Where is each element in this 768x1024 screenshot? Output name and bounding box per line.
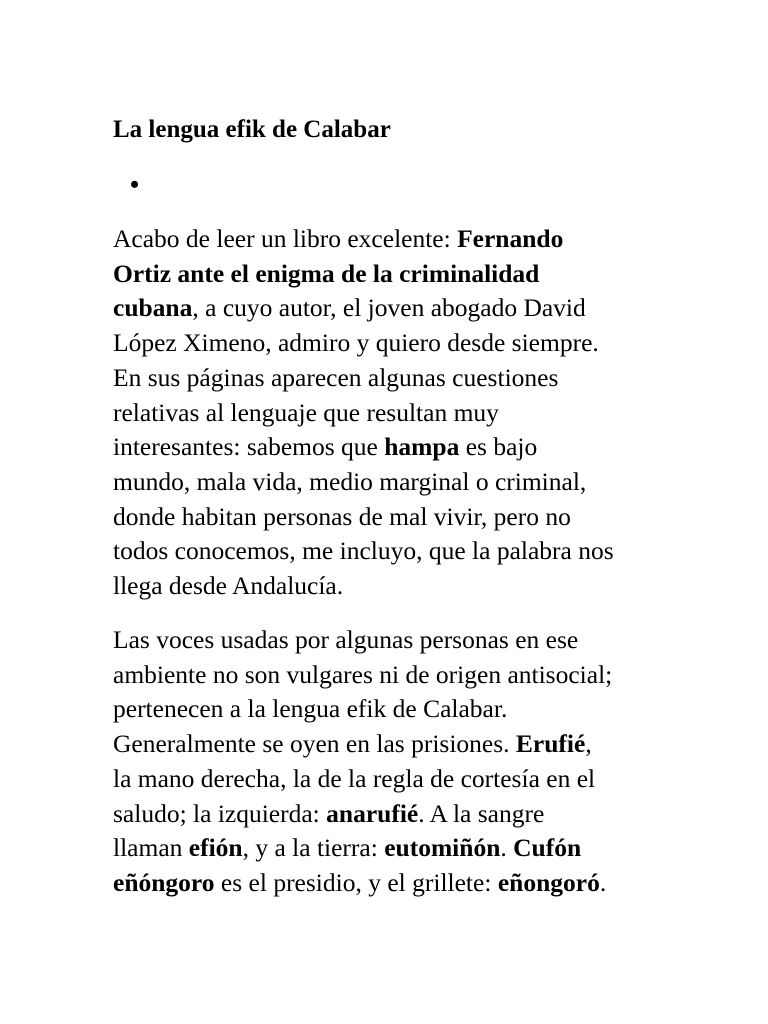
text-line: todos conocemos, me incluyo, que la palabra nos [113, 536, 614, 566]
text-line: En sus páginas aparecen algunas cuestiones [113, 362, 559, 392]
text-run: Generalmente se oyen en las prisiones. [113, 729, 516, 759]
bold-term: eñongoró [497, 867, 600, 897]
text-line: la mano derecha, la de la regla de cortesía en el [113, 763, 596, 793]
paragraph-1 [113, 222, 673, 604]
text-run: es el presidio, y el grillete: [214, 867, 498, 897]
text-line: Las voces usadas por algunas personas en ese [113, 625, 579, 654]
text-line [113, 257, 673, 292]
text-run: , [585, 729, 592, 759]
text-line: donde habitan personas de mal vivir, pero no [113, 501, 571, 531]
text-run: . A la sangre [418, 798, 545, 828]
text-line: mundo, mala vida, medio marginal o criminal, [113, 466, 587, 496]
text-line [113, 727, 673, 762]
text-run: es bajo [459, 432, 538, 462]
text-run: Acabo de leer un libro excelente: [113, 224, 458, 253]
text-run: interesantes: sabemos que [113, 432, 385, 462]
text-line: pertenecen a la lengua efik de Calabar. [113, 694, 508, 724]
text-line [113, 430, 673, 465]
text-line [113, 291, 673, 326]
bullet-marker: • [130, 170, 140, 199]
text-run: . [500, 833, 514, 863]
paragraph-2 [113, 623, 673, 901]
bold-term: anarufié [326, 798, 419, 828]
bold-term: efión [188, 833, 243, 863]
text-line [113, 866, 673, 901]
bold-term: eutomiñón [384, 833, 501, 863]
text-line: llega desde Andalucía. [113, 571, 344, 601]
text-run: , y a la tierra: [242, 833, 385, 863]
text-line: López Ximeno, admiro y quiero desde siempre. [113, 328, 599, 358]
text-line [113, 831, 673, 866]
bold-term: hampa [384, 432, 460, 462]
text-run: saludo; la izquierda: [113, 798, 327, 828]
bold-term: Fernando [457, 224, 564, 253]
bold-term: Erufié [515, 729, 586, 759]
text-run: llaman [113, 833, 189, 863]
text-line [113, 222, 673, 257]
bold-term: eñóngoro [113, 867, 215, 897]
text-run: , a cuyo autor, el joven abogado David [192, 293, 586, 323]
text-line: relativas al lenguaje que resultan muy [113, 397, 499, 427]
text-line: ambiente no son vulgares ni de origen antisocial; [113, 659, 613, 689]
bold-term: Cufón [513, 833, 582, 863]
text-line [113, 797, 673, 832]
bold-term: Ortiz ante el enigma de la criminalidad [113, 258, 540, 288]
bold-term: cubana [113, 293, 193, 323]
text-run: . [599, 867, 607, 897]
document-title: La lengua efik de Calabar [113, 116, 391, 143]
